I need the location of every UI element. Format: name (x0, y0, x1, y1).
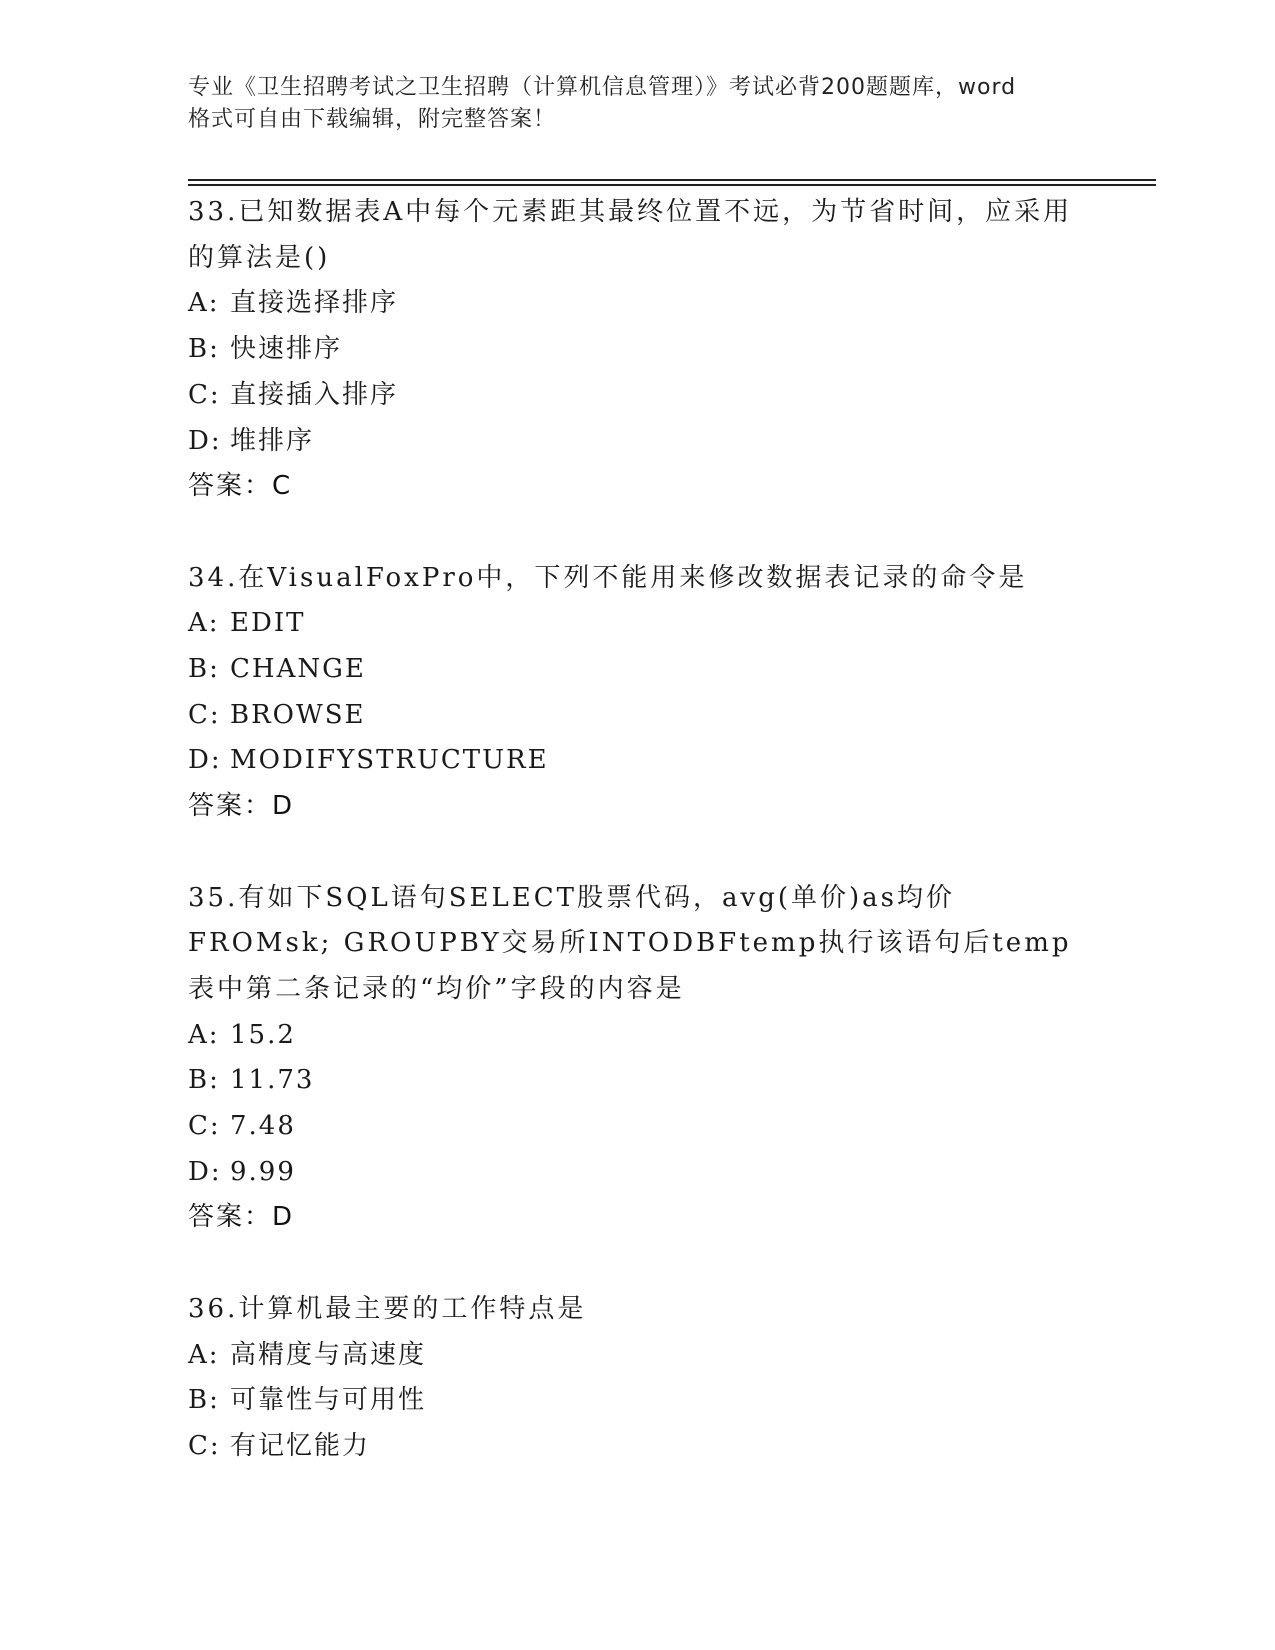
option-label: A: (188, 608, 220, 639)
option-label: D: (188, 425, 222, 456)
question-list (188, 190, 1088, 1470)
option-c (188, 1424, 1088, 1470)
question-spacer (188, 1241, 1088, 1287)
option-text: 可靠性与可用性 (230, 1385, 427, 1416)
header-line-2: 格式可自由下载编辑，附完整答案！ (188, 107, 557, 132)
option-text: 有记忆能力 (230, 1430, 371, 1461)
answer-line: 答案：D (188, 791, 295, 822)
document-header (188, 72, 1088, 136)
question-33 (188, 190, 1088, 510)
option-text: 直接选择排序 (230, 288, 399, 319)
option-d (188, 419, 1088, 465)
option-b (188, 327, 1088, 373)
question-text: 36.计算机最主要的工作特点是 (188, 1293, 587, 1324)
option-label: D: (188, 745, 222, 776)
question-35 (188, 876, 1088, 1242)
question-spacer (188, 830, 1088, 876)
option-text: 7.48 (230, 1111, 296, 1142)
option-d (188, 738, 1088, 784)
option-text: 15.2 (230, 1019, 296, 1050)
option-a (188, 281, 1088, 327)
option-label: B: (188, 654, 220, 685)
option-b (188, 647, 1088, 693)
option-c (188, 693, 1088, 739)
option-label: A: (188, 1019, 220, 1050)
option-text: MODIFYSTRUCTURE (230, 745, 549, 776)
option-label: B: (188, 1385, 220, 1416)
option-label: B: (188, 1065, 220, 1096)
option-label: B: (188, 334, 220, 365)
option-d (188, 1150, 1088, 1196)
header-line-1: 专业《卫生招聘考试之卫生招聘（计算机信息管理）》考试必背200题题库，word (188, 75, 1017, 100)
option-text: 11.73 (230, 1065, 315, 1096)
question-36 (188, 1287, 1088, 1470)
option-label: C: (188, 1111, 221, 1142)
option-text: CHANGE (230, 654, 366, 685)
option-a (188, 1333, 1088, 1379)
option-label: A: (188, 1339, 220, 1370)
option-text: 9.99 (230, 1156, 296, 1187)
question-text: 33.已知数据表A中每个元素距其最终位置不远，为节省时间，应采用的算法是() (188, 197, 1073, 273)
option-c (188, 1104, 1088, 1150)
option-label: D: (188, 1156, 222, 1187)
option-b (188, 1378, 1088, 1424)
answer-line: 答案：D (188, 1202, 295, 1233)
question-text: 35.有如下SQL语句SELECT股票代码，avg(单价)as均价FROMsk; GROUPBY交易所INTODBFtemp执行该语句后temp表中第二条记录的“均价”字段的内容是 (188, 882, 1072, 1004)
question-text: 34.在VisualFoxPro中，下列不能用来修改数据表记录的命令是 (188, 562, 1028, 593)
option-c (188, 373, 1088, 419)
option-text: 快速排序 (230, 334, 343, 365)
option-text: 直接插入排序 (230, 379, 399, 410)
header-divider-bottom (188, 184, 1156, 186)
answer-line: 答案：C (188, 471, 293, 502)
option-text: 堆排序 (230, 425, 315, 456)
option-text: BROWSE (230, 699, 366, 730)
question-34 (188, 556, 1088, 830)
option-label: C: (188, 699, 221, 730)
option-label: C: (188, 1430, 221, 1461)
option-a (188, 1013, 1088, 1059)
option-text: EDIT (230, 608, 306, 639)
option-label: A: (188, 288, 220, 319)
question-spacer (188, 510, 1088, 556)
option-a (188, 601, 1088, 647)
option-label: C: (188, 379, 221, 410)
option-b (188, 1058, 1088, 1104)
option-text: 高精度与高速度 (230, 1339, 427, 1370)
header-divider-top (188, 179, 1156, 181)
